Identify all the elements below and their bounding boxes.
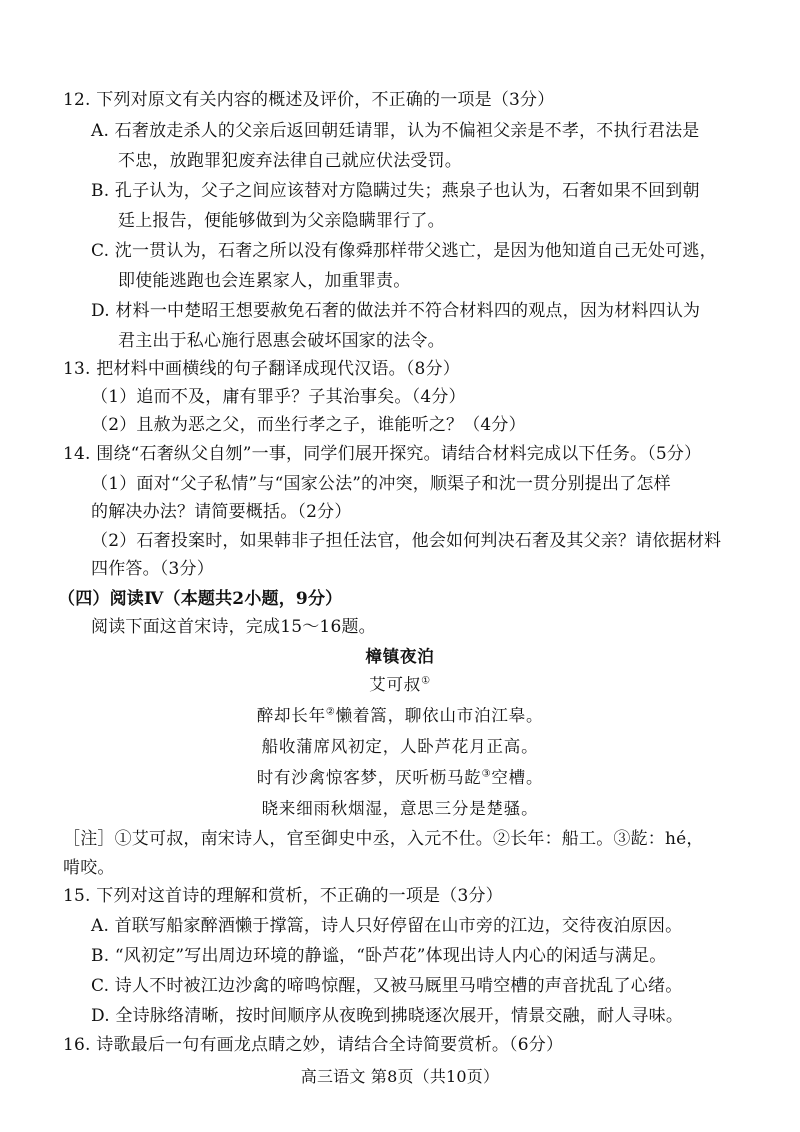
poem-notes-line2: 啃咬。 — [63, 858, 115, 878]
q14-task-1-line2: 的解决办法？请简要概括。（2分） — [91, 502, 352, 522]
q12-option-b-line2: 廷上报告，便能够做到为父亲隐瞒罪行了。 — [118, 211, 445, 231]
q13-sentence-2: （2）且赦为恶之父，而坐行孝之子，谁能听之？（4分） — [91, 415, 526, 435]
q15-option-a: A. 首联写船家醉酒懒于撑篙，诗人只好停留在山市旁的江边，交待夜泊原因。 — [91, 916, 683, 936]
q14-task-2-line2: 四作答。（3分） — [91, 559, 214, 579]
q15-option-b: B. “风初定”写出周边环境的静谧，“卧芦花”体现出诗人内心的闲适与满足。 — [91, 946, 667, 966]
q15-option-c: C. 诗人不时被江边沙禽的啼鸣惊醒，又被马厩里马啃空槽的声音扰乱了心绪。 — [91, 976, 683, 996]
q12-option-a-line1: A. 石奢放走杀人的父亲后返回朝廷请罪，认为不偏袒父亲是不孝，不执行君法是 — [91, 121, 700, 141]
footnote-marker: ② — [325, 706, 336, 718]
footnote-marker: ① — [421, 675, 431, 687]
footnote-marker: ③ — [481, 768, 492, 780]
poem-line-3: 时有沙禽惊客梦，厌听枥马龁③空槽。 — [256, 768, 544, 787]
q12-option-d-line2: 君主出于私心施行恩惠会破坏国家的法令。 — [118, 331, 445, 351]
q12-option-b-line1: B. 孔子认为，父子之间应该替对方隐瞒过失；燕泉子也认为，石奢如果不回到朝 — [91, 181, 700, 201]
poem-line-1: 醉却长年②懒着篙，聊依山市泊江皋。 — [256, 706, 544, 725]
page-footer: 高三语文 第8页（共10页） — [300, 1067, 500, 1086]
q12-option-d-line1: D. 材料一中楚昭王想要赦免石奢的做法并不符合材料四的观点，因为材料四认为 — [91, 301, 701, 321]
poem-author: 艾可叔① — [369, 675, 431, 694]
q13-stem: 13. 把材料中画横线的句子翻译成现代汉语。（8分） — [63, 359, 460, 379]
q12-option-c-line2: 即使能逃跑也会连累家人，加重罪责。 — [118, 271, 411, 291]
q12-option-c-line1: C. 沈一贯认为，石奢之所以没有像舜那样带父逃亡，是因为他知道自己无处可逃， — [91, 241, 717, 261]
q16-stem: 16. 诗歌最后一句有画龙点睛之妙，请结合全诗简要赏析。（6分） — [63, 1035, 564, 1055]
q14-task-1-line1: （1）面对“父子私情”与“国家公法”的冲突，顺渠子和沈一贯分别提出了怎样 — [91, 474, 671, 494]
poem-notes-line1: ［注］①艾可叔，南宋诗人，官至御史中丞，入元不仕。②长年：船工。③龁：hé， — [63, 829, 704, 849]
q14-task-2-line1: （2）石奢投案时，如果韩非子担任法官，他会如何判决石奢及其父亲？请依据材料 — [91, 531, 722, 551]
q15-stem: 15. 下列对这首诗的理解和赏析，不正确的一项是（3分） — [63, 886, 503, 906]
q12-stem: 12. 下列对原文有关内容的概述及评价，不正确的一项是（3分） — [63, 90, 555, 110]
section-heading: （四）阅读Ⅳ（本题共2小题，9分） — [58, 589, 343, 609]
poem-line-4: 晓来细雨秋烟湿，意思三分是楚骚。 — [261, 799, 539, 818]
q13-sentence-1: （1）追而不及，庸有罪乎？子其治事矣。（4分） — [91, 387, 466, 407]
q15-option-d: D. 全诗脉络清晰，按时间顺序从夜晚到拂晓逐次展开，情景交融，耐人寻味。 — [91, 1006, 684, 1026]
poem-title: 樟镇夜泊 — [365, 647, 435, 666]
q12-option-a-line2: 不忠，放跑罪犯废弃法律自己就应伏法受罚。 — [118, 151, 462, 171]
poem-line-2: 船收蒲席风初定，人卧芦花月正高。 — [261, 737, 539, 756]
q14-stem: 14. 围绕“石奢纵父自刎”一事，同学们展开探究。请结合材料完成以下任务。（5分） — [63, 444, 702, 464]
section-intro: 阅读下面这首宋诗，完成15～16题。 — [91, 617, 376, 637]
